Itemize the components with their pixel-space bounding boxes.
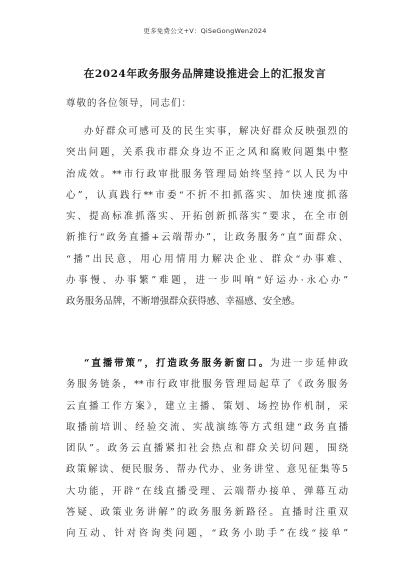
salutation: 尊敬的各位领导，同志们： [66, 98, 193, 109]
paragraph-line: 新推行“政务直播+云端帮办”，让政务服务“直”面群众、 [66, 232, 348, 244]
paragraph-1 [66, 121, 348, 313]
paragraph-line: 大功能，开辟“在线直播受理、云端帮办接单、弹幕互动 [66, 485, 348, 497]
paragraph-line: 向互动、针对咨询类问题，“政务小助手”在线“接单” [66, 528, 348, 540]
paragraph-line: 务服务链条，**市行政审批服务管理局起草了《政务服务 [66, 379, 348, 391]
paragraph-line: 取播前培训、经验交流、实战演练等方式组建“政务直播 [66, 421, 348, 433]
paragraph-line: 政策解读、便民服务、帮办代办、业务讲堂、意见征集等5 [66, 464, 348, 476]
paragraph-lead-text: 为进一步延伸政 [270, 358, 348, 369]
paragraph-line: 实、提高标准抓落实、开拓创新抓落实”要求，在全市创 [66, 211, 348, 223]
paragraph-line: 办好群众可感可及的民生实事，解决好群众反映强烈的 [84, 126, 348, 137]
paragraph-line: 治成效。**市行政审批服务管理局始终坚持“以人民为中 [66, 168, 348, 180]
paragraph-line: 云直播工作方案》，建立主播、策划、场控协作机制，采 [66, 400, 348, 412]
paragraph-lead-heading: “直播带策”，打造政务服务新窗口。 [84, 358, 271, 369]
paragraph-line: “播”出民意，用心用情用力解决企业、群众“办事难、 [66, 253, 348, 265]
paragraph-line: 突出问题，关系我市群众身边不正之风和腐败问题集中整 [66, 147, 348, 159]
paragraph-line: 团队”。政务云直播紧扣社会热点和群众关切问题，围绕 [66, 443, 348, 455]
paragraph-line: 答疑、政策业务讲解”的政务服务新路径。直播时注重双 [66, 507, 348, 519]
document-title: 在2024年政务服务品牌建设推进会上的汇报发言 [83, 68, 327, 80]
header-watermark-note: 更多免费公文+V：QiSeGongWen2024 [143, 27, 267, 35]
paragraph-line: 办事慢、办事繁”难题，进一步叫响“好运办·永心办” [66, 275, 348, 287]
paragraph-2 [66, 353, 348, 545]
paragraph-line: 心”，认真践行**市委“不折不扣抓落实、加快速度抓落 [66, 189, 348, 201]
paragraph-lead-line [66, 353, 348, 374]
paragraph-line: 政务服务品牌，不断增强群众获得感、幸福感、安全感。 [66, 296, 301, 308]
